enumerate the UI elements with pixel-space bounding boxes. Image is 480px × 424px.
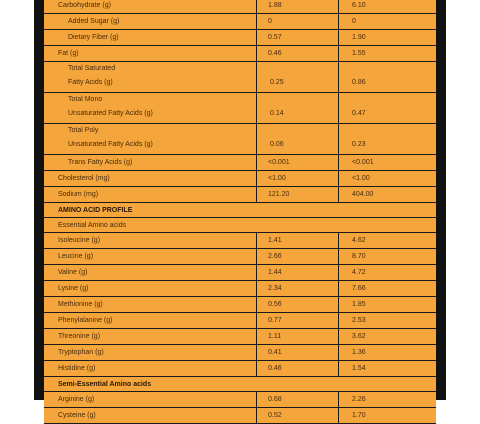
nutrition-panel (34, 0, 446, 419)
row-label: Tryptophan (g) (58, 349, 104, 356)
row-value-serving: <1.00 (268, 175, 286, 182)
row-label: Leucine (g) (58, 253, 94, 260)
row-value-serving: 1.88 (268, 2, 282, 9)
row-label: Cysteine (g) (58, 412, 96, 419)
row-value-100g: 0.86 (352, 79, 366, 86)
row-label: Carbohydrate (g) (58, 2, 111, 9)
row-value-100g: 2.53 (352, 317, 366, 324)
table-row (44, 233, 436, 249)
row-value-100g: 3.62 (352, 333, 366, 340)
row-value-100g: 1.55 (352, 50, 366, 57)
row-label-line1: Total Mono (68, 96, 103, 103)
row-value-serving: 0.57 (268, 34, 282, 41)
row-label: Cholesterol (mg) (58, 175, 110, 182)
row-value-serving: 1.11 (268, 333, 282, 340)
table-row (44, 281, 436, 297)
table-row (44, 0, 436, 14)
row-value-100g: 8.70 (352, 253, 366, 260)
table-row (44, 313, 436, 329)
table-row (44, 329, 436, 345)
row-value-100g: 0 (352, 18, 356, 25)
row-value-serving: 0.68 (268, 396, 282, 403)
row-value-100g: 2.26 (352, 396, 366, 403)
table-row (44, 171, 436, 187)
row-label: Valine (g) (58, 269, 88, 276)
row-value-100g: 4.62 (352, 237, 366, 244)
row-label-line2: Unsaturated Fatty Acids (g) (68, 141, 153, 148)
row-value-100g: 0.47 (352, 110, 366, 117)
table-row (44, 345, 436, 361)
semi-essential-amino-header: Semi-Essential Amino acids (44, 377, 436, 392)
table-row (44, 93, 436, 124)
row-value-serving: 2.66 (268, 253, 282, 260)
row-value-100g: <1.00 (352, 175, 370, 182)
row-value-serving: 1.41 (268, 237, 282, 244)
row-value-serving: 0.41 (268, 349, 282, 356)
row-label: Phenylalanine (g) (58, 317, 113, 324)
row-value-serving: 2.34 (268, 285, 282, 292)
table-row (44, 392, 436, 408)
row-value-serving: 0.56 (268, 301, 282, 308)
row-label: Sodium (mg) (58, 191, 99, 198)
row-label: Arginine (g) (58, 396, 95, 403)
row-value-serving: 0.14 (270, 110, 284, 117)
row-value-serving: 0.25 (270, 79, 284, 86)
row-value-100g: 1.85 (352, 301, 366, 308)
row-value-100g: 0.23 (352, 141, 366, 148)
row-label: Threonine (g) (58, 333, 101, 340)
table-row (44, 187, 436, 203)
table-row (44, 30, 436, 46)
row-label: Added Sugar (g) (68, 18, 120, 25)
row-value-serving: 0.52 (268, 412, 282, 419)
row-value-serving: 0 (268, 18, 272, 25)
table-row (44, 297, 436, 313)
row-value-100g: 404.00 (352, 191, 374, 198)
essential-amino-header: Essential Amino acids (44, 218, 436, 233)
row-label: Dietary Fiber (g) (68, 34, 119, 41)
table-row (44, 14, 436, 30)
table-row (44, 46, 436, 62)
row-value-100g: 4.72 (352, 269, 366, 276)
row-label-line1: Total Saturated (68, 65, 116, 72)
row-value-100g: 1.70 (352, 412, 366, 419)
row-value-100g: 1.90 (352, 34, 366, 41)
row-label: Trans Fatty Acids (g) (68, 159, 133, 166)
row-label-line1: Total Poly (68, 127, 99, 134)
row-value-serving: <0.001 (268, 159, 290, 166)
table-row (44, 408, 436, 424)
row-value-serving: 0.06 (270, 141, 284, 148)
amino-acid-header: AMINO ACID PROFILE (44, 203, 436, 218)
row-label: Isoleucine (g) (58, 237, 101, 244)
row-value-serving: 0.46 (268, 365, 282, 372)
row-label: Histidine (g) (58, 365, 96, 372)
row-value-100g: 6.10 (352, 2, 366, 9)
row-value-serving: 0.46 (268, 50, 282, 57)
row-value-100g: 7.66 (352, 285, 366, 292)
nutrition-table (44, 0, 436, 424)
table-row (44, 361, 436, 377)
row-label: Lysine (g) (58, 285, 89, 292)
table-row (44, 249, 436, 265)
table-row (44, 62, 436, 93)
row-label-line2: Unsaturated Fatty Acids (g) (68, 110, 153, 117)
row-value-100g: <0.001 (352, 159, 374, 166)
row-value-serving: 1.44 (268, 269, 282, 276)
row-label-line2: Fatty Acids (g) (68, 79, 113, 86)
row-value-100g: 1.36 (352, 349, 366, 356)
row-label: Methionine (g) (58, 301, 103, 308)
row-value-serving: 0.77 (268, 317, 282, 324)
row-value-100g: 1.54 (352, 365, 366, 372)
table-row (44, 155, 436, 171)
row-value-serving: 121.20 (268, 191, 290, 198)
table-row (44, 265, 436, 281)
row-label: Fat (g) (58, 50, 79, 57)
table-row (44, 124, 436, 155)
